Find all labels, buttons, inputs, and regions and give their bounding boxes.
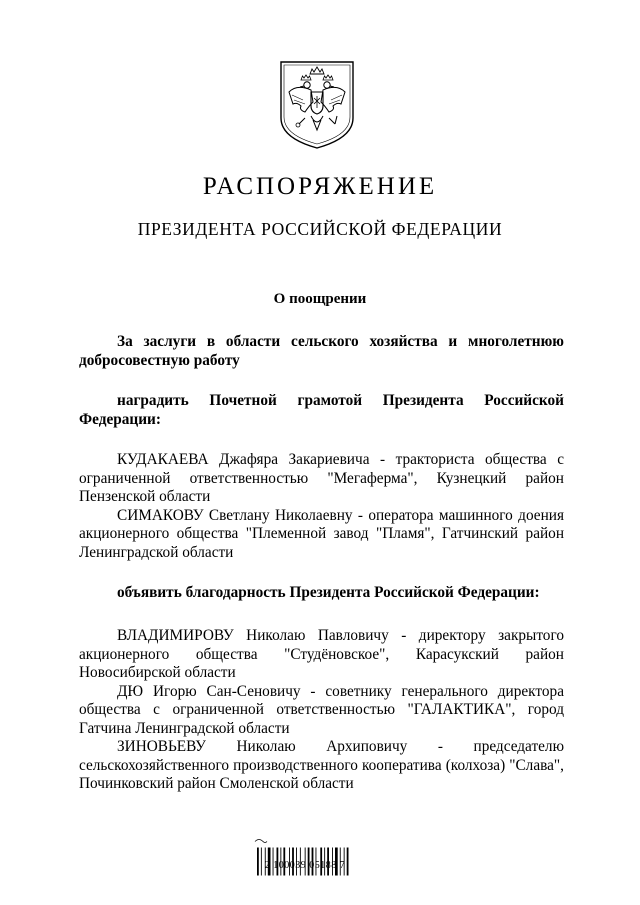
intro-paragraph <box>79 333 564 370</box>
document-subtitle: ПРЕЗИДЕНТА РОССИЙСКОЙ ФЕДЕРАЦИИ <box>137 219 503 239</box>
list-item: КУДАКАЕВА Джафяра Закариевича - тракториста общества с ограниченной ответственностью "Мегаферма", Кузнецкий район Пензенской области <box>79 451 564 505</box>
list-item: ДЮ Игорю Сан-Сеновичу - советнику генерального директора общества с ограниченной ответственностью "ГАЛАКТИКА", город Гатчина Ленинградской области <box>79 682 564 737</box>
list-item: СИМАКОВУ Светлану Николаевну - оператора машинного доения акционерного общества "Племенной завод "Пламя", Гатчинский район Ленинградской области <box>79 506 564 561</box>
barcode-icon <box>253 820 358 895</box>
coat-of-arms-icon <box>275 58 359 150</box>
award-intro-text: наградить Почетной грамотой Президента Российской Федерации: <box>79 392 564 428</box>
document-heading: О поощрении <box>273 291 367 307</box>
list-item: ВЛАДИМИРОВУ Николаю Павловичу - директору закрытого акционерного общества "Студёновское", Карасукский район Новосибирской области <box>79 627 564 681</box>
thanks-list <box>79 627 564 794</box>
intro-text: За заслуги в области сельского хозяйства и многолетнюю добросовестную работу <box>79 333 564 369</box>
thanks-intro-paragraph <box>79 584 564 603</box>
award-intro-paragraph <box>79 392 564 429</box>
award-list <box>79 451 564 562</box>
barcode-number: 2 100039 05188 7 <box>264 860 346 871</box>
document-title: РАСПОРЯЖЕНИЕ <box>202 173 438 200</box>
list-item: ЗИНОВЬЕВУ Николаю Архиповичу - председателю сельскохозяйственного производственного кооператива (колхоза) "Слава", Починковский район Смоленской области <box>79 738 564 792</box>
thanks-intro-text: объявить благодарность Президента Российской Федерации: <box>117 584 540 601</box>
